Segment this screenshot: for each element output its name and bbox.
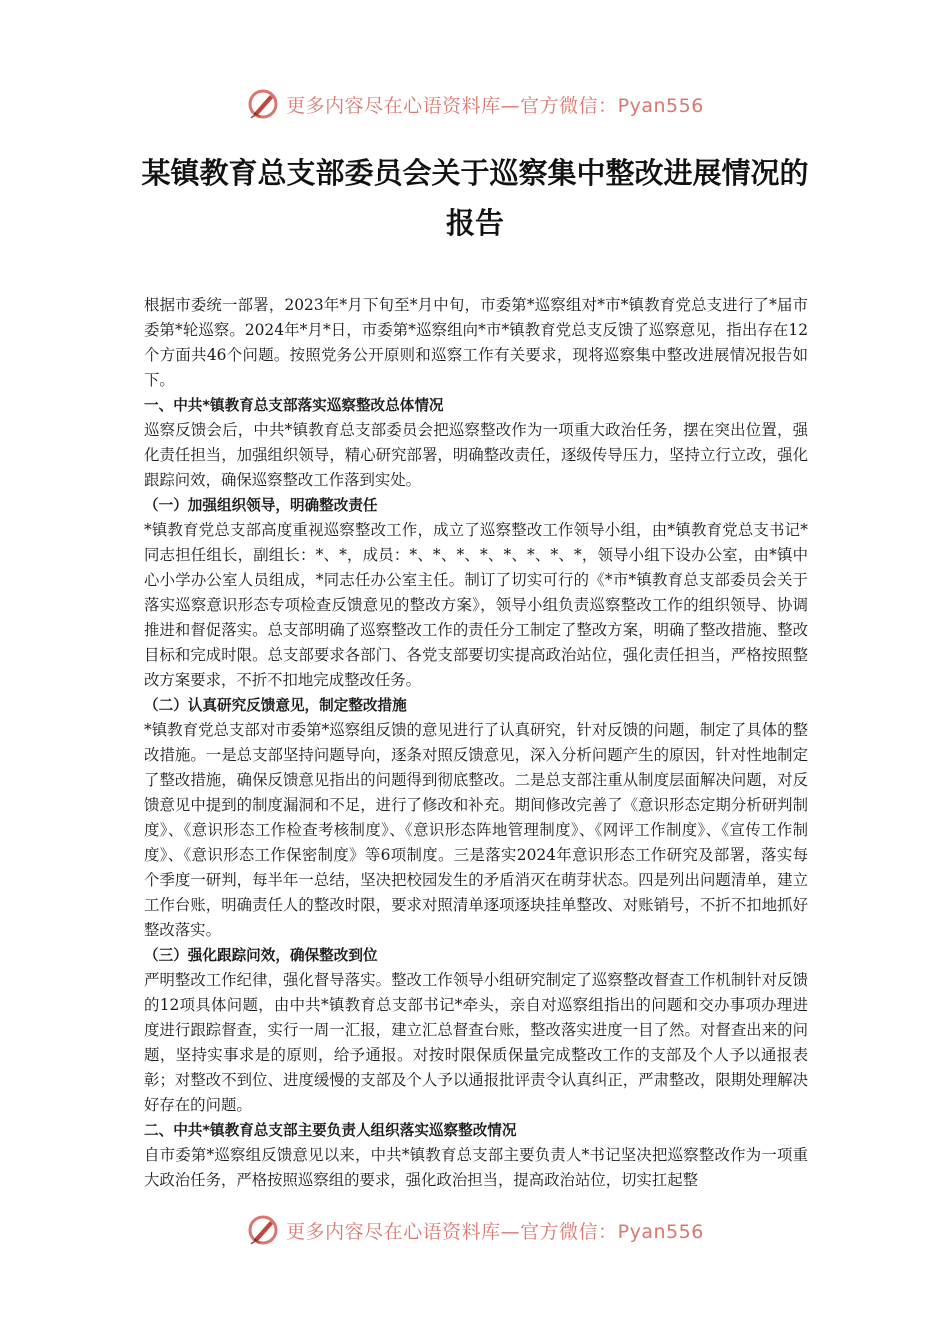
document-title: 某镇教育总支部委员会关于巡察集中整改进展情况的报告 bbox=[141, 156, 809, 240]
body-paragraph: 巡察反馈会后，中共*镇教育总支部委员会把巡察整改作为一项重大政治任务，摆在突出位置，强化责任担当，加强组织领导，精心研究部署，明确整改责任，逐级传导压力，坚持立行立改，强化跟踪问效，确保巡察整改工作落到实处。 bbox=[144, 421, 808, 489]
section-heading: 一、中共*镇教育总支部落实巡察整改总体情况 bbox=[144, 397, 444, 414]
body-paragraph: *镇教育党总支部对市委第*巡察组反馈的意见进行了认真研究，针对反馈的问题，制定了具体的整改措施。一是总支部坚持问题导向，逐条对照反馈意见，深入分析问题产生的原因，针对性地制定了整改措施，确保反馈意见指出的问题得到彻底整改。二是总支部注重从制度层面解决问题，对反馈意见中提到的制度漏洞和不足，进行了修改和补充。期间修改完善了《意识形态定期分析研判制度》、《意识形态工作检查考核制度》、《意识形态阵地管理制度》、《网评工作制度》、《宣传工作制度》、《意识形态工作保密制度》等6项制度。三是落实2024年意识形态工作研究及部署，落实每个季度一研判，每半年一总结，坚决把校园发生的矛盾消灭在萌芽状态。四是列出问题清单，建立工作台账，明确责任人的整改时限，要求对照清单逐项逐块挂单整改、对账销号，不折不扣地抓好整改落实。 bbox=[144, 721, 808, 939]
body-paragraph: *镇教育党总支部高度重视巡察整改工作，成立了巡察整改工作领导小组，由*镇教育党总支书记*同志担任组长，副组长：*、*，成员：*、*、*、*、*、*、*、*，领导小组下设办公室，由*镇中心小学办公室人员组成，*同志任办公室主任。制订了切实可行的《*市*镇教育总支部委员会关于落实巡察意识形态专项检查反馈意见的整改方案》，领导小组负责巡察整改工作的组织领导、协调推进和督促落实。总支部明确了巡察整改工作的责任分工制定了整改方案，明确了整改措施、整改目标和完成时限。总支部要求各部门、各党支部要切实提高政治站位，强化责任担当，严格按照整改方案要求，不折不扣地完成整改任务。 bbox=[144, 521, 808, 689]
pen-logo-icon bbox=[246, 1213, 280, 1247]
pen-logo-icon bbox=[246, 87, 280, 121]
watermark-banner-bottom bbox=[0, 1210, 950, 1250]
subsection-heading: （二）认真研究反馈意见，制定整改措施 bbox=[144, 697, 407, 714]
document-body bbox=[144, 293, 808, 1193]
subsection-heading: （三）强化跟踪问效，确保整改到位 bbox=[144, 947, 378, 964]
watermark-text: 更多内容尽在心语资料库—官方微信：Pyan556 bbox=[286, 1220, 704, 1243]
subsection-heading: （一）加强组织领导，明确整改责任 bbox=[144, 497, 378, 514]
body-paragraph: 严明整改工作纪律，强化督导落实。整改工作领导小组研究制定了巡察整改督查工作机制针对反馈的12项具体问题，由中共*镇教育总支部书记*牵头，亲自对巡察组指出的问题和交办事项办理进度进行跟踪督查，实行一周一汇报，建立汇总督查台账，整改落实进度一目了然。对督查出来的问题，坚持实事求是的原则，给予通报。对按时限保质保量完成整改工作的支部及个人予以通报表彰；对整改不到位、进度缓慢的支部及个人予以通报批评责令认真纠正，严肃整改，限期处理解决好存在的问题。 bbox=[144, 971, 808, 1114]
body-paragraph: 根据市委统一部署，2023年*月下旬至*月中旬，市委第*巡察组对*市*镇教育党总支进行了*届市委第*轮巡察。2024年*月*日，市委第*巡察组向*市*镇教育党总支反馈了巡察意见，指出存在12个方面共46个问题。按照党务公开原则和巡察工作有关要求，现将巡察集中整改进展情况报告如下。 bbox=[144, 296, 808, 389]
body-paragraph: 自市委第*巡察组反馈意见以来，中共*镇教育总支部主要负责人*书记坚决把巡察整改作为一项重大政治任务，严格按照巡察组的要求，强化政治担当，提高政治站位，切实扛起整 bbox=[144, 1146, 808, 1189]
watermark-text: 更多内容尽在心语资料库—官方微信：Pyan556 bbox=[286, 94, 704, 117]
section-heading: 二、中共*镇教育总支部主要负责人组织落实巡察整改情况 bbox=[144, 1122, 517, 1139]
watermark-banner-top bbox=[0, 84, 950, 124]
